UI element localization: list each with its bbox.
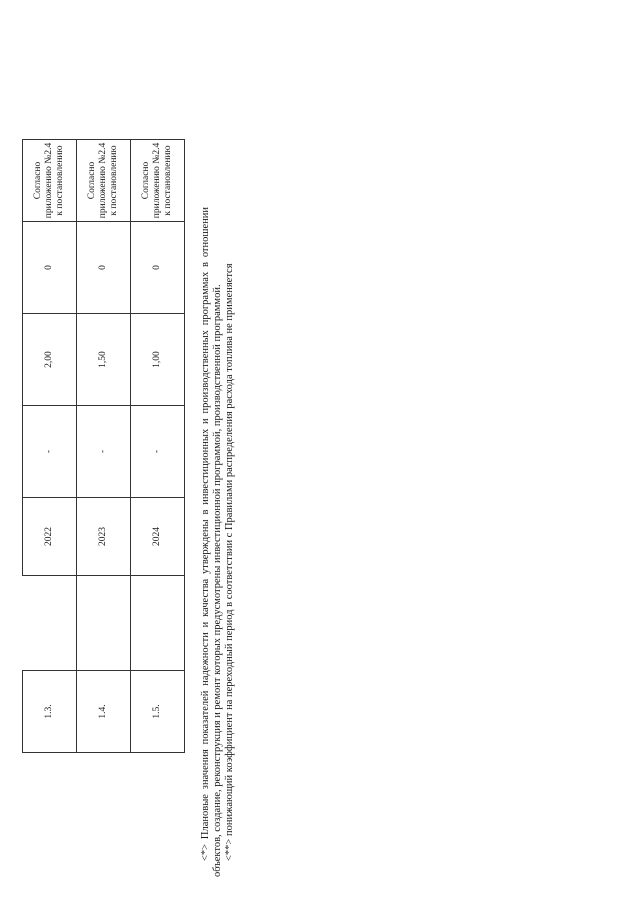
- table-row: [131, 140, 185, 753]
- row-year: 2022: [23, 498, 77, 576]
- row-zero: 0: [23, 222, 77, 314]
- row-note: Согласно приложению №2.4 к постановлению: [77, 140, 131, 222]
- footnote-line-2: объектов, создание, реконструкция и ремонт которых предусмотрены инвестиционной программой, производственной программой.: [212, 284, 223, 877]
- footnotes: [200, 207, 236, 877]
- row-year: 2023: [77, 498, 131, 576]
- table-row: [77, 140, 131, 753]
- footnote-line-1: <*> Плановые значения показателей надежности и качества утверждены в инвестиционных и производственных программах в отношении: [200, 207, 211, 861]
- row-year: 2024: [131, 498, 185, 576]
- row-value: 2,00: [23, 314, 77, 406]
- row-number: 1.5.: [131, 671, 185, 753]
- row-dash: -: [77, 406, 131, 498]
- row-zero: 0: [77, 222, 131, 314]
- row-note: Согласно приложению №2.4 к постановлению: [23, 140, 77, 222]
- row-number: 1.4.: [77, 671, 131, 753]
- row-dash: -: [23, 406, 77, 498]
- data-table: [22, 139, 185, 753]
- row-value: 1,50: [77, 314, 131, 406]
- row-zero: 0: [131, 222, 185, 314]
- row-number: 1.3.: [23, 671, 77, 753]
- row-dash: -: [131, 406, 185, 498]
- row-blank-cell: [131, 576, 185, 671]
- row-blank-cell: [23, 576, 77, 671]
- footnote-line-3: <**> понижающий коэффициент на переходный период в соответствии с Правилами распределения расхода топлива не применяется: [224, 263, 235, 861]
- table-row: [23, 140, 77, 753]
- row-blank-cell: [77, 576, 131, 671]
- row-value: 1,00: [131, 314, 185, 406]
- row-note: Согласно приложению №2.4 к постановлению: [131, 140, 185, 222]
